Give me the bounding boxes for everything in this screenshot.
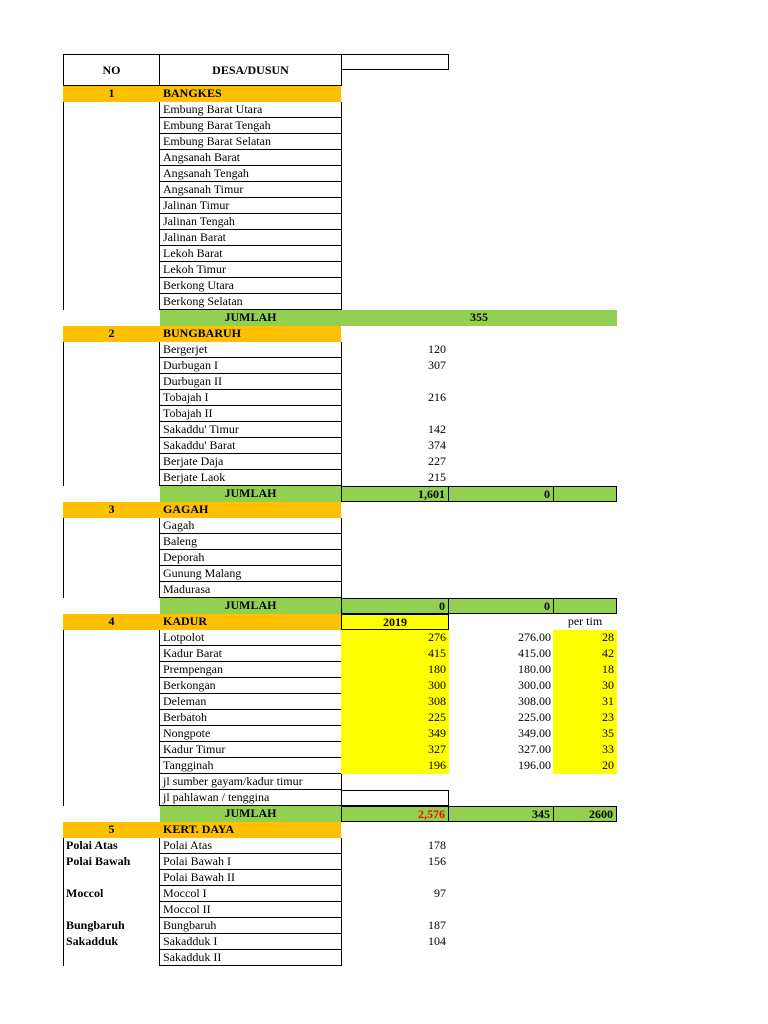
section-no: 3	[63, 502, 160, 518]
desa-cell[interactable]: Sakaddu' Barat	[160, 438, 341, 454]
desa-cell[interactable]: Angsanah Tengah	[160, 166, 341, 182]
desa-cell[interactable]: Tobajah I	[160, 390, 341, 406]
desa-cell[interactable]: Durbugan II	[160, 374, 341, 390]
value-cell[interactable]: 104	[428, 934, 446, 948]
per-tim-cell[interactable]: 42	[553, 646, 617, 662]
desa-cell[interactable]: Angsanah Barat	[160, 150, 341, 166]
desa-cell[interactable]: Jalinan Barat	[160, 230, 341, 246]
jumlah-label: JUMLAH	[160, 486, 341, 502]
desa-cell[interactable]: Bergerjet	[160, 342, 341, 358]
value-cell[interactable]: 178	[428, 838, 446, 852]
desa-cell[interactable]: jl sumber gayam/kadur timur	[160, 774, 341, 790]
no-column-border	[63, 630, 64, 806]
jumlah-total-2: 0	[448, 598, 554, 614]
jumlah-label: JUMLAH	[160, 310, 341, 326]
section-title: KERT. DAYA	[160, 822, 341, 838]
desa-cell[interactable]: Berjate Daja	[160, 454, 341, 470]
section-no: 1	[63, 86, 160, 102]
desa-cell[interactable]: Moccol I	[160, 886, 341, 902]
desa-cell[interactable]: Prempengan	[160, 662, 341, 678]
value-cell[interactable]: 156	[428, 854, 446, 868]
value-cell[interactable]: 415	[341, 646, 449, 662]
year-header: 2019	[341, 614, 449, 630]
desa-cell[interactable]: Tangginah	[160, 758, 341, 774]
desa-cell[interactable]: Berjate Laok	[160, 470, 341, 486]
desa-cell[interactable]: Lekoh Barat	[160, 246, 341, 262]
decimal-cell[interactable]: 308.00	[518, 694, 551, 708]
per-tim-cell[interactable]: 35	[553, 726, 617, 742]
per-tim-header: per tim	[567, 614, 603, 628]
desa-cell[interactable]: Deporah	[160, 550, 341, 566]
value-cell[interactable]: 349	[341, 726, 449, 742]
no-column-border	[63, 342, 64, 486]
no-column-border	[63, 518, 64, 598]
header-blank-cell[interactable]	[341, 54, 449, 70]
per-tim-cell[interactable]: 23	[553, 710, 617, 726]
value-cell[interactable]: 216	[428, 390, 446, 404]
desa-cell[interactable]: Bungbaruh	[160, 918, 341, 934]
desa-cell[interactable]: Kadur Barat	[160, 646, 341, 662]
section-no: 5	[63, 822, 160, 838]
value-cell[interactable]	[341, 406, 449, 422]
jumlah-label: JUMLAH	[160, 806, 341, 822]
value-cell[interactable]: 327	[341, 742, 449, 758]
desa-cell[interactable]: Tobajah II	[160, 406, 341, 422]
dusun-label: Polai Bawah	[66, 854, 131, 868]
value-cell[interactable]: 227	[428, 454, 446, 468]
desa-cell[interactable]: Angsanah Timur	[160, 182, 341, 198]
desa-cell[interactable]: Deleman	[160, 694, 341, 710]
desa-cell[interactable]: Polai Bawah II	[160, 870, 341, 886]
value-cell[interactable]: 142	[428, 422, 446, 436]
value-cell[interactable]: 374	[428, 438, 446, 452]
per-tim-cell[interactable]: 33	[553, 742, 617, 758]
desa-cell[interactable]: Polai Bawah I	[160, 854, 341, 870]
desa-cell[interactable]: Kadur Timur	[160, 742, 341, 758]
decimal-cell[interactable]: 349.00	[518, 726, 551, 740]
jumlah-total: 355	[341, 310, 617, 326]
desa-cell[interactable]: Madurasa	[160, 582, 341, 598]
section-title: KADUR	[160, 614, 341, 630]
desa-cell[interactable]: Baleng	[160, 534, 341, 550]
desa-cell[interactable]: Embung Barat Selatan	[160, 134, 341, 150]
decimal-cell[interactable]: 300.00	[518, 678, 551, 692]
value-cell[interactable]: 225	[341, 710, 449, 726]
section-title: BUNGBARUH	[160, 326, 341, 342]
desa-cell[interactable]: Lekoh Timur	[160, 262, 341, 278]
desa-cell[interactable]: Berkong Utara	[160, 278, 341, 294]
value-cell[interactable]: 120	[428, 342, 446, 356]
jumlah-total: 1,601	[341, 486, 449, 502]
section-no: 4	[63, 614, 160, 630]
desa-cell[interactable]: Gagah	[160, 518, 341, 534]
dusun-label: Bungbaruh	[66, 918, 125, 932]
jumlah-blank	[553, 598, 617, 614]
desa-cell[interactable]: Embung Barat Tengah	[160, 118, 341, 134]
blank-cell[interactable]	[341, 790, 449, 806]
value-cell[interactable]: 196	[341, 758, 449, 774]
desa-cell[interactable]: Embung Barat Utara	[160, 102, 341, 118]
desa-cell[interactable]: Sakaddu' Timur	[160, 422, 341, 438]
decimal-cell[interactable]: 180.00	[518, 662, 551, 676]
desa-cell[interactable]: Gunung Malang	[160, 566, 341, 582]
per-tim-cell[interactable]: 31	[553, 694, 617, 710]
section-no: 2	[63, 326, 160, 342]
per-tim-cell[interactable]: 18	[553, 662, 617, 678]
decimal-cell[interactable]: 327.00	[518, 742, 551, 756]
desa-cell[interactable]: Polai Atas	[160, 838, 341, 854]
desa-cell[interactable]: Jalinan Tengah	[160, 214, 341, 230]
desa-cell[interactable]: Nongpote	[160, 726, 341, 742]
desa-cell[interactable]: Durbugan I	[160, 358, 341, 374]
value-cell[interactable]: 180	[341, 662, 449, 678]
per-tim-cell[interactable]: 20	[553, 758, 617, 774]
value-cell[interactable]: 97	[434, 886, 446, 900]
header-no: NO	[63, 54, 160, 86]
desa-cell[interactable]: Sakadduk II	[160, 950, 341, 966]
dusun-label: Sakadduk	[66, 934, 119, 948]
decimal-cell[interactable]: 196.00	[518, 758, 551, 772]
no-column-border	[63, 838, 64, 966]
jumlah-total: 2,576	[341, 806, 449, 822]
jumlah-total-3: 2600	[553, 806, 617, 822]
desa-cell[interactable]: Moccol II	[160, 902, 341, 918]
value-cell[interactable]	[341, 374, 449, 390]
desa-cell[interactable]: jl pahlawan / tenggina	[160, 790, 341, 806]
desa-cell[interactable]: Berkongan	[160, 678, 341, 694]
section-title: BANGKES	[160, 86, 341, 102]
section-title: GAGAH	[160, 502, 341, 518]
per-tim-cell[interactable]: 30	[553, 678, 617, 694]
decimal-cell[interactable]: 276.00	[518, 630, 551, 644]
decimal-cell[interactable]: 415.00	[518, 646, 551, 660]
value-cell[interactable]: 307	[428, 358, 446, 372]
desa-cell[interactable]: Berkong Selatan	[160, 294, 341, 310]
value-cell[interactable]: 187	[428, 918, 446, 932]
dusun-label: Moccol	[66, 886, 104, 900]
desa-cell[interactable]: Lotpolot	[160, 630, 341, 646]
jumlah-blank	[553, 486, 617, 502]
jumlah-label: JUMLAH	[160, 598, 341, 614]
desa-cell[interactable]: Jalinan Timur	[160, 198, 341, 214]
value-cell[interactable]: 276	[341, 630, 449, 646]
dusun-label: Polai Atas	[66, 838, 118, 852]
jumlah-total-2: 345	[448, 806, 554, 822]
value-cell[interactable]: 308	[341, 694, 449, 710]
desa-cell[interactable]: Berbatoh	[160, 710, 341, 726]
decimal-cell[interactable]: 225.00	[518, 710, 551, 724]
jumlah-total: 0	[341, 598, 449, 614]
no-column-border	[63, 102, 64, 310]
desa-cell[interactable]: Sakadduk I	[160, 934, 341, 950]
jumlah-total-2: 0	[448, 486, 554, 502]
value-cell[interactable]: 300	[341, 678, 449, 694]
header-desa: DESA/DUSUN	[159, 54, 342, 86]
per-tim-cell[interactable]: 28	[553, 630, 617, 646]
value-cell[interactable]: 215	[428, 470, 446, 484]
